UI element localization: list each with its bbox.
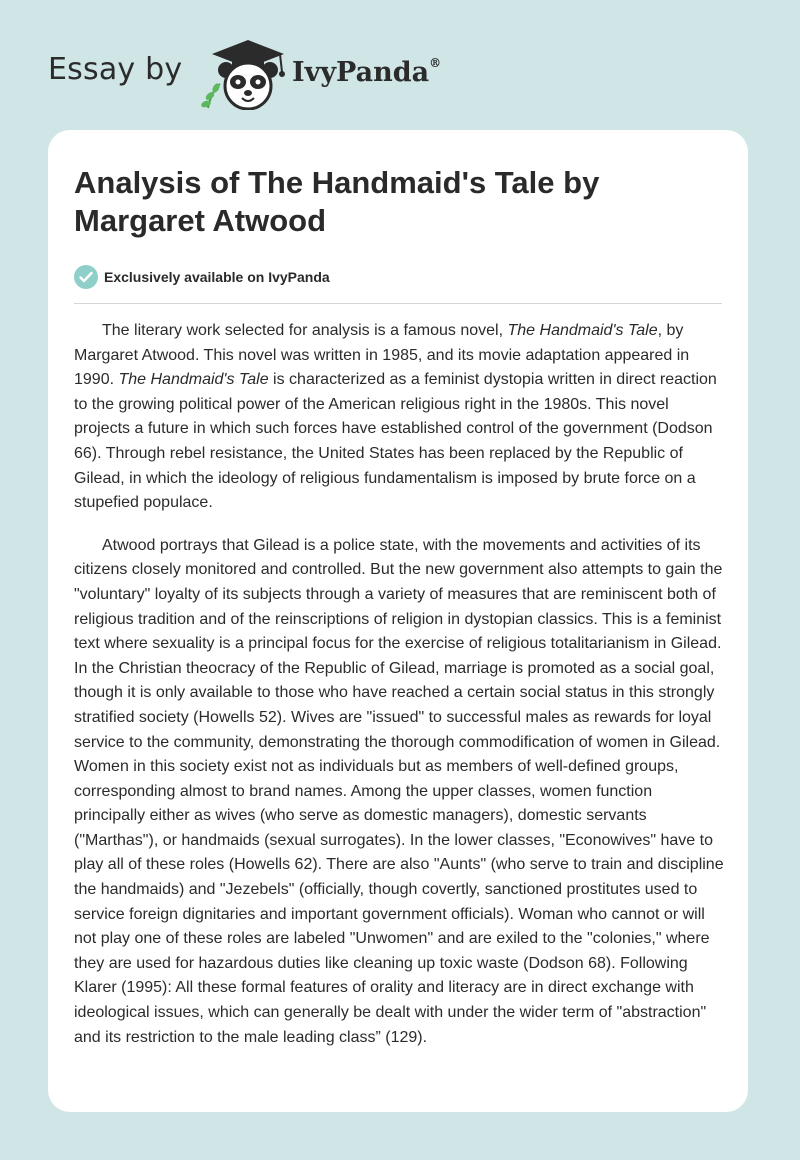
brand-name: IvyPanda® [292, 56, 442, 88]
book-title: The Handmaid's Tale [507, 322, 658, 339]
paragraph-2: Atwood portrays that Gilead is a police state, with the movements and activities of its citizens closely monitored and controlled. But the new government also attempts to gain the "voluntary" loyalty of its subjects through a variety of measures that are reminiscent both of religious tradition and of the reinscriptions of religion in dystopian classics. This is a feminist text where sexuality is a principal focus for the exercise of religious totalitarianism in Gilead. In the Christian theocracy of the Republic of Gilead, marriage is promoted as a social goal, though it is only available to those who have reached a certain social status in this strongly stratified society (Howells 52). Wives are "issued" to successful males as rewards for loyal service to the community, demonstrating the thorough commodification of women in Gilead. Women in this society exist not as individuals but as members of well-defined groups, corresponding almost to brand names. Among the upper classes, women function principally either as wives (who serve as domestic managers), domestic servants ("Marthas"), or handmaids (sexual surrogates). In the lower classes, "Econowives" have to play all of these roles (Howells 62). There are also "Aunts" (who serve to train and discipline the handmaids) and "Jezebels" (officially, though covertly, sanctioned prostitutes used to service foreign dignitaries and important government officials). Woman who cannot or will not play one of these roles are labeled "Unwomen" and are exiled to the "colonies," where they are used for hazardous duties like cleaning up toxic waste (Dodson 68). Following Klarer (1995): All these formal features of orality and literacy are in direct exchange with ideological issues, which can generally be dealt with under the wider term of "abstraction" and its restriction to the male leading class” (129). [74, 536, 724, 1046]
divider [74, 303, 722, 304]
trademark-symbol: ® [429, 56, 442, 70]
panda-graduate-logo-icon [198, 38, 298, 110]
essay-card [48, 130, 748, 1112]
book-title: The Handmaid's Tale [118, 371, 269, 389]
brand-header[interactable] [48, 38, 508, 110]
exclusive-text: Exclusively available on IvyPanda [104, 269, 330, 285]
brand-prefix: Essay by [48, 52, 183, 87]
checkmark-circle-icon [74, 265, 98, 289]
essay-body [74, 319, 726, 1068]
exclusive-badge [74, 264, 330, 290]
essay-title: Analysis of The Handmaid's Tale by Margaret Atwood [74, 165, 600, 238]
paragraph-1: The literary work selected for analysis is a famous novel, The Handmaid's Tale, by Margaret Atwood. This novel was written in 1985, and its movie adaptation appeared in 1990. The Handmaid's Tale is characterized as a feminist dystopia written in direct reaction to the growing political power of the American religious right in the 1980s. This novel projects a future in which such forces have established control of the government (Dodson 66). Through rebel resistance, the United States has been replaced by the Republic of Gilead, in which the ideology of religious fundamentalism is imposed by brute force on a stupefied populace. [74, 322, 717, 512]
